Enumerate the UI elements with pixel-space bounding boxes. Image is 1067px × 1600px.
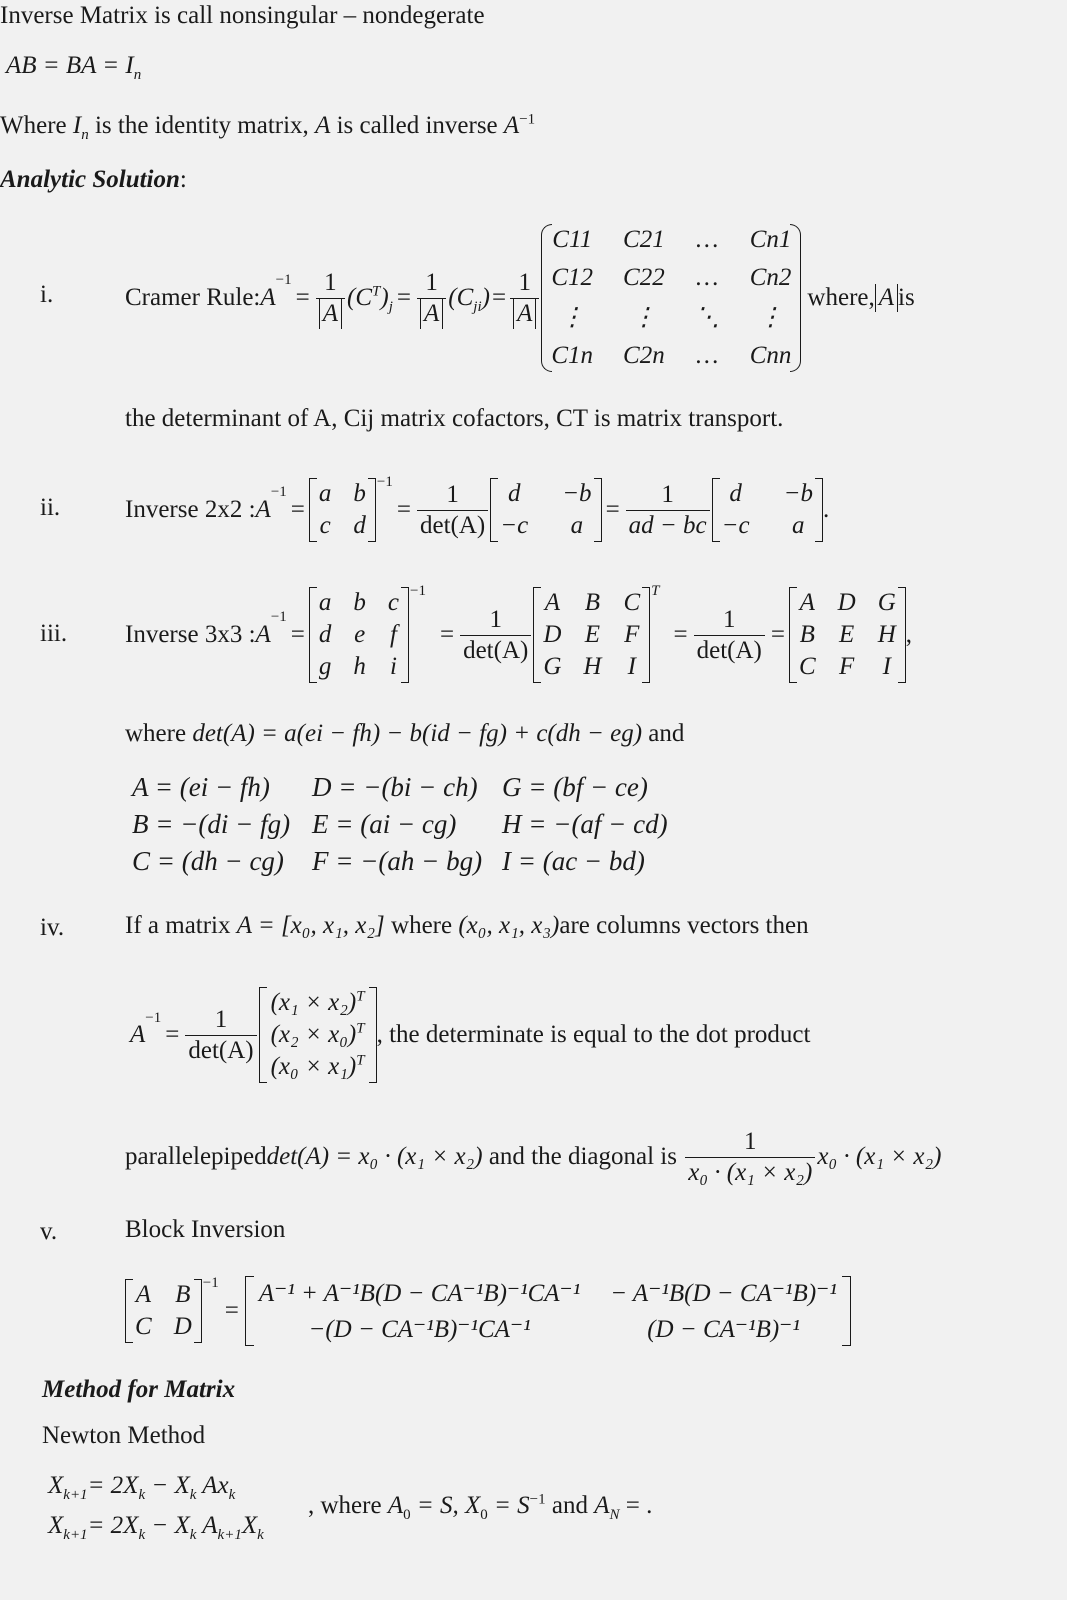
text: = . (619, 1492, 653, 1519)
inverse-3x3-formula: Inverse 3x3 : A −1 = a b c d e f g h i −1 = $\frac{1}{\det(A)}$ A B C D E F G H I T = $\frac{1}{\det(A)}$ = A D G B E H C F I , (125, 575, 912, 695)
cell: a (318, 589, 332, 616)
cell: C (798, 653, 816, 680)
cji-term: $(C_{ji})$ (448, 284, 490, 315)
cofactor-matrix (541, 224, 801, 372)
equals: = (491, 284, 507, 311)
fraction (185, 1005, 256, 1066)
cell: C22 (623, 264, 665, 291)
cell: Cnn (749, 342, 792, 369)
abs-A: A (319, 299, 342, 329)
text: and the diagonal is (482, 1143, 684, 1170)
cell: ⋮ (631, 304, 657, 331)
math-sub: n (81, 127, 89, 143)
cell: c (387, 589, 399, 616)
inverse-2x2-formula: Inverse 2x2 : A −1 = a b c d −1 = $\frac{1}{\det(A)}$ d −b −c a = $\frac{1}{ad - bc}$ d −b −c a . (125, 470, 829, 550)
text: are columns vectors then (559, 912, 809, 939)
math-A: A (255, 621, 271, 648)
denominator: det(A) (694, 635, 765, 666)
item-numeral-iv: iv. (40, 914, 65, 941)
row: (x₀ × x₁) (270, 1053, 357, 1080)
cofactor: A = (ei − fh) (132, 772, 270, 802)
heading-text: Analytic Solution (0, 166, 180, 193)
matrix-3x3 (309, 587, 409, 683)
cell: H (877, 621, 896, 648)
math-C: C (355, 284, 373, 311)
fraction: $\frac{1}{\text{x₀ · (x₁ × x₂)}}$ (685, 1127, 815, 1188)
text: is called inverse (330, 112, 504, 139)
determinant-formula: det(A) = x₀ · (x₁ × x₂) (266, 1143, 483, 1170)
text: is (898, 284, 915, 311)
numerator: 1 (722, 605, 736, 633)
label: Inverse 3x3 : (125, 621, 256, 648)
numerator: 1 (661, 480, 674, 508)
math-sub: k (138, 1527, 146, 1543)
math-sub: k+1 (217, 1527, 242, 1543)
matrix-2x2 (309, 478, 376, 542)
exponent: −1 (376, 474, 393, 490)
cell: a (792, 512, 805, 539)
cofactor: I = (ac − bd) (502, 846, 645, 876)
period: . (822, 496, 830, 523)
exponent: −1 (202, 1275, 219, 1291)
analytic-solution-heading (0, 166, 187, 194)
math-sub: k (138, 1487, 146, 1503)
cell: b (353, 589, 366, 616)
text: − X (145, 1472, 190, 1499)
determinant-line (125, 720, 684, 748)
numerator: 1 (489, 605, 502, 633)
fraction (694, 605, 765, 666)
adjugate-matrix (712, 478, 823, 542)
matrix-with-exp (125, 1275, 219, 1343)
cell: B (799, 621, 815, 648)
math-sub: k (257, 1527, 264, 1543)
page-title: Inverse Matrix is call nonsingular – nondegerate (0, 2, 485, 29)
cell: C (135, 1313, 152, 1340)
comma: , (905, 621, 913, 648)
matrix-with-exp (309, 583, 426, 683)
text: , where (308, 1492, 388, 1519)
math-sup: −1 (519, 111, 536, 128)
math-sub: 0 (480, 1507, 488, 1523)
text: parallelepiped (125, 1143, 267, 1170)
text: A (196, 1512, 218, 1539)
abs-A: A (875, 284, 898, 312)
cell: C1n (551, 342, 594, 369)
fraction (417, 268, 446, 329)
math-sup: T (356, 1020, 365, 1037)
identity-definition (0, 111, 536, 143)
cell: C2n (623, 342, 665, 369)
cell: −(D − CA⁻¹B)⁻¹CA⁻¹ (308, 1316, 531, 1343)
cell: A (544, 589, 560, 616)
cell: C12 (551, 264, 594, 291)
cell: A (799, 589, 815, 616)
cell: −b (783, 480, 813, 507)
cell: h (353, 653, 366, 680)
cross-product-column (259, 987, 377, 1083)
denominator: det(A) (417, 510, 488, 541)
cell: g (318, 653, 332, 680)
cell: a (318, 480, 332, 507)
item-numeral-iii: iii. (40, 620, 68, 647)
cell: D (543, 621, 562, 648)
math-sub: ji (473, 299, 482, 315)
math-A-inv: A (503, 112, 520, 139)
transposed-matrix (789, 587, 906, 683)
block-matrix (125, 1279, 202, 1343)
denominator: det(A) (460, 635, 531, 666)
text: where (125, 720, 193, 747)
math-X: X (464, 1492, 481, 1519)
math-sub: k (189, 1527, 197, 1543)
cell: a (570, 512, 584, 539)
math-sup: T (356, 988, 365, 1005)
cell: A (135, 1281, 151, 1308)
text: is the identity matrix, (88, 112, 316, 139)
cofactor: H = −(af − cd) (502, 809, 668, 839)
newton-equation-1 (48, 1472, 236, 1503)
text: X (241, 1512, 258, 1539)
fraction (460, 605, 531, 666)
cell: e (354, 621, 366, 648)
cell: A⁻¹ + A⁻¹B(D − CA⁻¹B)⁻¹CA⁻¹ (258, 1280, 581, 1307)
cell: D (173, 1313, 192, 1340)
cell: C21 (623, 226, 665, 253)
cofactor: D = −(bi − ch) (312, 772, 478, 802)
math-sup: −1 (529, 1491, 546, 1508)
text: Where (0, 112, 73, 139)
denominator: x₀ · (x₁ × x₂) (685, 1157, 815, 1188)
adjugate-matrix (490, 478, 601, 542)
cell: ⋱ (694, 304, 720, 331)
cell: C11 (552, 226, 593, 253)
cofactor-definitions (132, 772, 692, 877)
block-inverse-matrix (245, 1276, 851, 1346)
math-sup: T (356, 1052, 365, 1069)
equals: = (224, 1297, 239, 1324)
cell: −b (562, 480, 592, 507)
cofactor: F = −(ah − bg) (312, 846, 483, 876)
math-I: I (72, 112, 82, 139)
block-inversion-formula (125, 1266, 851, 1356)
abs-A: A (420, 299, 443, 329)
text: Ax (196, 1472, 229, 1499)
text: where, (807, 284, 875, 311)
identity-equation (6, 52, 142, 83)
math-sub: k+1 (63, 1487, 88, 1503)
fraction (626, 480, 710, 541)
item-numeral-i: i. (40, 281, 54, 308)
numerator: 1 (446, 480, 459, 508)
equals: = (295, 284, 310, 311)
math-A: A (594, 1492, 610, 1519)
cell: i (389, 653, 397, 680)
cell: E (839, 621, 855, 648)
cramer-explanation: the determinant of A, Cij matrix cofactors, CT is matrix transport. (125, 405, 784, 432)
text: = 2X (87, 1472, 139, 1499)
cell: d (507, 480, 521, 507)
cramer-rule-formula: Cramer Rule: A −1 = $\frac{1}{A}$ $(C^T)_j$ = $\frac{1}{A}$ $(C_{ji})$ = $\frac{1}{A}$ C11 C21 … Cn1 C12 C22 … Cn2 ⋮ ⋮ ⋱ ⋮ C1n C2n … Cnn where, A is (125, 218, 915, 378)
newton-equation-2 (48, 1512, 264, 1543)
cell: c (319, 512, 331, 539)
math-sub: k (189, 1487, 197, 1503)
text: and (545, 1492, 595, 1519)
cell: − A⁻¹B(D − CA⁻¹B)⁻¹ (610, 1280, 837, 1307)
math-A: A (315, 112, 331, 139)
math-A: A (130, 1021, 146, 1048)
newton-conditions (308, 1491, 653, 1523)
block-inversion-label: Block Inversion (125, 1216, 286, 1243)
cell: … (696, 342, 719, 369)
cell: G (543, 653, 562, 680)
cell: ⋮ (758, 304, 784, 331)
cell: −c (500, 512, 529, 539)
text: − X (145, 1512, 190, 1539)
cell: … (696, 264, 719, 291)
item-numeral-v: v. (40, 1218, 58, 1245)
math-sub: k (228, 1487, 236, 1503)
abs-A: A (513, 299, 536, 329)
column-vectors-line (125, 912, 809, 940)
fraction (417, 480, 488, 541)
text: , the determinate is equal to the dot product (376, 1021, 811, 1048)
cramer-label: Cramer Rule: (125, 284, 261, 311)
colon: : (179, 166, 187, 193)
cell: C (623, 589, 641, 616)
denominator: ad − bc (626, 510, 710, 541)
numerator: 1 (324, 268, 337, 296)
cross-product-inverse: A −1 = $\frac{1}{\det(A)}$ $(x_1 \times x_2)^T$ $(x_2 \times x_0)^T$ $(x_0 \times x_1)^T$ , the determinate is equal to the dot product (130, 970, 810, 1100)
row: (x₁ × x₂) (270, 989, 357, 1016)
math-sub: k+1 (63, 1527, 88, 1543)
math-sub: 0 (403, 1507, 411, 1523)
dot-product: x₀ · (x₁ × x₂) (817, 1143, 942, 1170)
matrix-with-exp (309, 474, 393, 542)
parallelepiped-line (125, 1122, 942, 1192)
math-sub: j (388, 299, 393, 315)
cell: d (318, 621, 332, 648)
cell: … (696, 226, 719, 253)
math-X: X (48, 1512, 64, 1539)
cell: I (882, 653, 891, 680)
cell: D (837, 589, 856, 616)
cell: G (877, 589, 896, 616)
text: = S, (410, 1492, 465, 1519)
text: = 2X (87, 1512, 139, 1539)
equals: = (396, 284, 411, 311)
text: and (642, 720, 685, 747)
cell: b (353, 480, 366, 507)
row: (x₂ × x₀) (270, 1021, 357, 1048)
vector-tuple: (x₀, x₁, x₃) (458, 912, 560, 939)
label: Inverse 2x2 : (125, 496, 256, 523)
math-A: A (255, 496, 271, 523)
identity-eq-sub: n (133, 67, 142, 83)
cell: F (624, 621, 640, 648)
method-heading: Method for Matrix (42, 1376, 236, 1403)
cell: ⋮ (559, 304, 585, 331)
text: where (384, 912, 459, 939)
determinant-formula: det(A) = a(ei − fh) − b(id − fg) + c(dh − eg) (192, 720, 643, 747)
cell: I (627, 653, 636, 680)
cell: (D − CA⁻¹B)⁻¹ (647, 1316, 800, 1343)
cell: E (584, 621, 601, 648)
matrix-columns: A = [x₀, x₁, x₂] (236, 912, 385, 939)
fraction (316, 268, 345, 329)
numerator: 1 (518, 268, 531, 296)
cell: B (584, 589, 601, 616)
cofactor: G = (bf − ce) (502, 772, 648, 802)
cell: Cn2 (749, 264, 792, 291)
cell: d (729, 480, 742, 507)
ct-term: $(C^T)_j$ (347, 283, 393, 315)
exponent: T (651, 583, 660, 599)
cell: −c (721, 512, 750, 539)
math-X: X (48, 1472, 64, 1499)
math-A: A (387, 1492, 404, 1519)
item-numeral-ii: ii. (40, 494, 61, 521)
numerator: 1 (214, 1005, 228, 1033)
cofactor-matrix (533, 587, 650, 683)
cofactor: E = (ai − cg) (312, 809, 457, 839)
cell: H (583, 653, 602, 680)
cell: Cn1 (749, 226, 792, 253)
text: = S (487, 1492, 530, 1519)
math-C: C (456, 284, 474, 311)
cofactor: C = (dh − cg) (132, 846, 284, 876)
newton-method-heading: Newton Method (42, 1422, 206, 1449)
fraction (510, 268, 539, 329)
matrix-with-exp (533, 583, 660, 683)
cell: f (389, 621, 397, 648)
numerator: 1 (425, 268, 438, 296)
cofactor: B = −(di − fg) (132, 809, 291, 839)
identity-eq-text: AB = BA = I (6, 52, 134, 79)
denominator: det(A) (185, 1035, 256, 1066)
cell: B (175, 1281, 191, 1308)
math-A: A (260, 284, 276, 311)
exponent: −1 (410, 583, 426, 599)
text: If a matrix (125, 912, 237, 939)
math-sup: T (372, 283, 381, 300)
cell: F (839, 653, 855, 680)
math-sub: N (609, 1507, 620, 1523)
cell: d (353, 512, 366, 539)
